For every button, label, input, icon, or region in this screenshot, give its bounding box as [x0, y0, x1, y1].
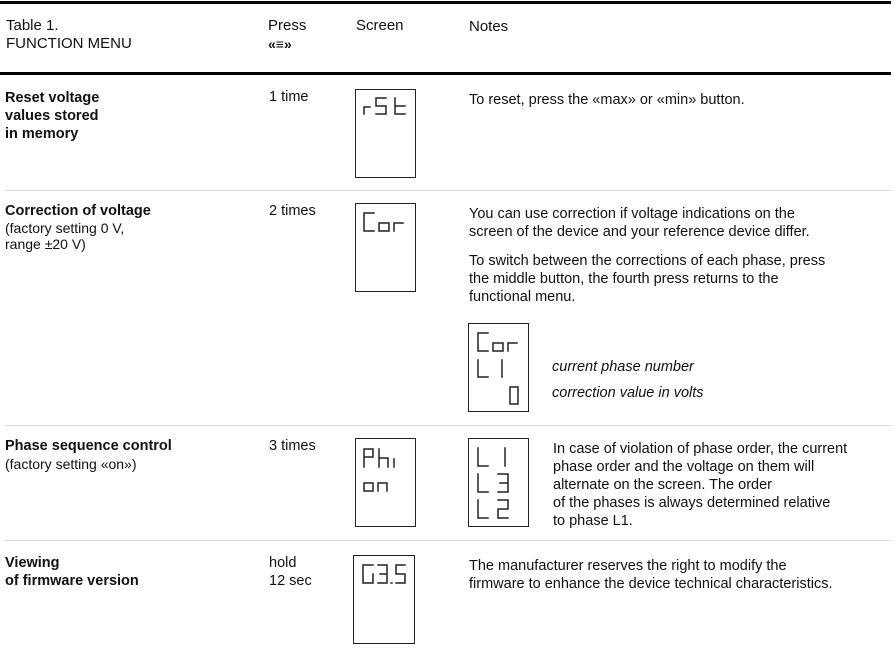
- row-firmware-notes: The manufacturer reserves the right to modify the firmware to enhance the device technical characteristics.: [469, 558, 833, 592]
- lcd-text-cor-l1-0: [469, 324, 530, 413]
- row-divider: [4, 540, 891, 541]
- column-header-screen: Screen: [356, 17, 404, 34]
- row-firmware-press: hold 12 sec: [269, 555, 312, 589]
- lcd-screen-cor: [355, 203, 416, 292]
- column-header-press: Press: [268, 17, 307, 34]
- row-reset-function: Reset voltage values stored in memory: [5, 90, 100, 142]
- lcd-screen-phase-order: [468, 438, 529, 527]
- lcd-screen-firmware-version: [353, 555, 415, 644]
- row-phase-sequence-function: Phase sequence control: [5, 438, 172, 454]
- lcd-text-rst: [356, 90, 417, 179]
- table-top-rule: [0, 1, 891, 4]
- lcd-text-phi-on: [356, 439, 417, 528]
- row-divider: [4, 425, 891, 426]
- label-correction-value: correction value in volts: [552, 385, 704, 401]
- row-phase-sequence-subtext: (factory setting «on»): [5, 456, 137, 472]
- row-correction-notes: You can use correction if voltage indications on the screen of the device and your reference device differ. To switch between the corrections of each phase, press the middle button, the fourth press returns to the functional menu.: [469, 206, 826, 305]
- lcd-text-l1-l3-l2: [469, 439, 530, 528]
- table-title: FUNCTION MENU: [6, 35, 132, 52]
- row-reset-notes: To reset, press the «max» or «min» button.: [469, 92, 745, 108]
- label-current-phase-number: current phase number: [552, 359, 694, 375]
- lcd-screen-rst: [355, 89, 416, 178]
- menu-button-symbol: «≡»: [268, 36, 292, 52]
- row-correction-function: Correction of voltage: [5, 203, 151, 219]
- column-header-notes: Notes: [469, 18, 509, 35]
- row-phase-sequence-notes: In case of violation of phase order, the current phase order and the voltage on them will alternate on the screen. The order of the phases is always determined relative to phase L1.: [553, 441, 848, 529]
- row-divider: [4, 190, 891, 191]
- table-label: Table 1.: [6, 17, 59, 34]
- header-bottom-rule: [0, 72, 891, 75]
- lcd-text-cor: [356, 204, 417, 293]
- lcd-screen-phi-on: [355, 438, 416, 527]
- lcd-text-g3-5: [354, 556, 416, 645]
- row-correction-press: 2 times: [269, 203, 316, 219]
- row-firmware-function: Viewing of firmware version: [5, 555, 139, 589]
- lcd-screen-cor-phase-detail: [468, 323, 529, 412]
- row-correction-subtext: (factory setting 0 V, range ±20 V): [5, 220, 125, 252]
- row-reset-press: 1 time: [269, 89, 309, 105]
- row-phase-sequence-press: 3 times: [269, 438, 316, 454]
